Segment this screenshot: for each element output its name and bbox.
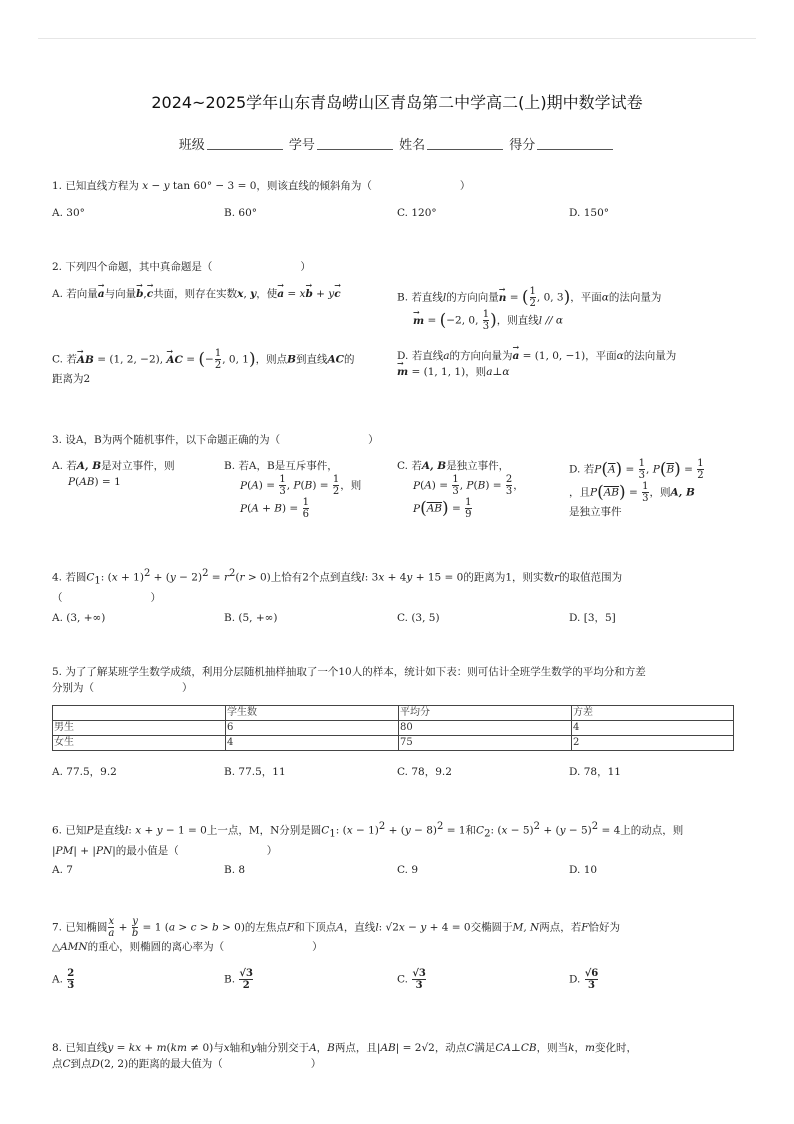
table-header-cell: 学生数: [226, 706, 399, 721]
q4-option-a[interactable]: A. (3, +∞): [52, 612, 106, 624]
student-info-line: [0, 134, 794, 153]
question-7: 7. 已知椭圆 $\frac{x}{a}$ + $\frac{y}{b}$ = 1 (a > c > b > 0)的左焦点F和下顶点A，直线l: √2x − y + 4 = 0交椭圆于M, N两点，若F恰好为 △AMN的重心，则椭圆的离心率为（ ）: [52, 916, 620, 953]
q7-option-c[interactable]: C. $\frac{√3}{3}$: [397, 968, 426, 991]
table-cell: 75: [399, 736, 572, 751]
q2-option-a[interactable]: A. 若向量→ a与向量→ b,→ c共面，则存在实数x, y，使→ a = x→ b + y→ c: [52, 286, 382, 302]
q7-option-d[interactable]: D. $\frac{√6}{3}$: [569, 968, 599, 991]
question-3: 3. 设A，B为两个随机事件，以下命题正确的为（ ）: [52, 434, 379, 446]
q3-option-d[interactable]: D. 若$P(\overline{A})$ = $\frac{1}{3}$ , $P(\overline{B})$ = $\frac{1}{2}$ ，且$P(\overline{AB})$ = $\frac{1}{3}$ ，则A, B 是独立事件: [569, 458, 704, 518]
q1-option-b[interactable]: B. 60°: [224, 207, 258, 219]
q6-option-c[interactable]: C. 9: [397, 864, 419, 876]
table-header-cell: 方差: [572, 706, 734, 721]
q2-option-c[interactable]: C. 若→ AB = (1, 2, −2), → AC = (− $\frac{1}{2}$ , 0, 1)，则点B到直线AC的 距离为2: [52, 348, 392, 387]
q7-option-b[interactable]: B. $\frac{√3}{2}$: [224, 968, 253, 991]
table-cell: 4: [572, 721, 734, 736]
q7-option-a[interactable]: A. $\frac{2}{3}$: [52, 968, 75, 991]
table-cell: 80: [399, 721, 572, 736]
q6-option-d[interactable]: D. 10: [569, 864, 598, 876]
q3-option-a[interactable]: A. 若A, B是对立事件，则 P(AB) = 1: [52, 460, 175, 488]
q5-option-c[interactable]: C. 78，9.2: [397, 766, 452, 778]
question-1: 1. 已知直线方程为 x − y tan 60° − 3 = 0，则该直线的倾斜角为（ ）: [52, 180, 471, 192]
question-8: 8. 已知直线y = kx + m(km ≠ 0)与x轴和y轴分别交于A，B两点，且|AB| = 2√2，动点C满足CA⊥CB，则当k，m变化时， 点C到点D(2, 2)的距离的最大值为（ ）: [52, 1042, 637, 1070]
name-label: 姓名: [399, 138, 426, 153]
name-blank[interactable]: [427, 137, 503, 150]
score-label: 得分: [509, 138, 536, 153]
question-2: 2. 下列四个命题，其中真命题是（ ）: [52, 261, 311, 273]
table-cell: 4: [226, 736, 399, 751]
question-4: 4. 若圆$C_1$: $(x + 1)^2 + (y - 2)^2 = r^2(r > 0)$上恰有2个点到直线l: 3x + 4y + 15 = 0的距离为1，则实数r的取值范围为 （ ）: [52, 568, 623, 604]
q1-option-a[interactable]: A. 30°: [52, 207, 85, 219]
q3-option-c[interactable]: C. 若A, B是独立事件， P(A) = $\frac{1}{3}$ , P(B) = $\frac{2}{3}$ ， $P(\overline{AB})$ = $\frac{1}{9}$: [397, 460, 524, 520]
table-header-cell: [53, 706, 226, 721]
table-header-cell: 平均分: [399, 706, 572, 721]
q3-option-b[interactable]: B. 若A，B是互斥事件， P(A) = $\frac{1}{3}$ , P(B) = $\frac{1}{2}$ ，则 P(A + B) = $\frac{1}{6}$: [224, 460, 362, 520]
score-blank[interactable]: [537, 137, 613, 150]
table-cell: 男生: [53, 721, 226, 736]
q4-option-d[interactable]: D. [3，5]: [569, 612, 616, 624]
page-title: 2024~2025学年山东青岛崂山区青岛第二中学高二(上)期中数学试卷: [151, 93, 643, 112]
q5-option-b[interactable]: B. 77.5，11: [224, 766, 286, 778]
table-row: [53, 736, 734, 751]
number-label: 学号: [288, 138, 315, 153]
q2-option-d[interactable]: D. 若直线a的方向向量为→ a = (1, 0, −1)，平面α的法向量为 → m = (1, 1, 1)，则a⊥α: [397, 348, 742, 380]
table-cell: 女生: [53, 736, 226, 751]
score-stats-table: [52, 705, 734, 751]
question-5: 5. 为了了解某班学生数学成绩，利用分层随机抽样抽取了一个10人的样本，统计如下表：则可估计全班学生数学的平均分和方差 分别为（ ）: [52, 666, 646, 694]
question-6: 6. 已知P是直线l: x + y − 1 = 0上一点，M，N分别是圆$C_1$: $(x - 1)^2 + (y - 8)^2 = 1$和$C_2$: $(x - 5)^2 + (y - 5)^2 = 4$上的动点，则 |PM| + |PN|的最小值是（ ）: [52, 821, 684, 857]
header-rule: [38, 38, 756, 39]
q5-option-a[interactable]: A. 77.5，9.2: [52, 766, 117, 778]
table-header-row: [53, 706, 734, 721]
q6-option-b[interactable]: B. 8: [224, 864, 246, 876]
q5-option-d[interactable]: D. 78，11: [569, 766, 621, 778]
table-cell: 2: [572, 736, 734, 751]
q4-option-b[interactable]: B. (5, +∞): [224, 612, 278, 624]
q6-option-a[interactable]: A. 7: [52, 864, 73, 876]
class-blank[interactable]: [207, 137, 283, 150]
q1-option-d[interactable]: D. 150°: [569, 207, 610, 219]
q1-option-c[interactable]: C. 120°: [397, 207, 437, 219]
class-label: 班级: [178, 138, 205, 153]
q2-option-b[interactable]: B. 若直线l的方向向量→ n = ( $\frac{1}{2}$ , 0, 3)，平面α的法向量为 → m = (−2, 0, $\frac{1}{3}$ )，则直线l // α: [397, 286, 742, 332]
table-cell: 6: [226, 721, 399, 736]
number-blank[interactable]: [317, 137, 393, 150]
q4-option-c[interactable]: C. (3, 5): [397, 612, 440, 624]
table-row: [53, 721, 734, 736]
